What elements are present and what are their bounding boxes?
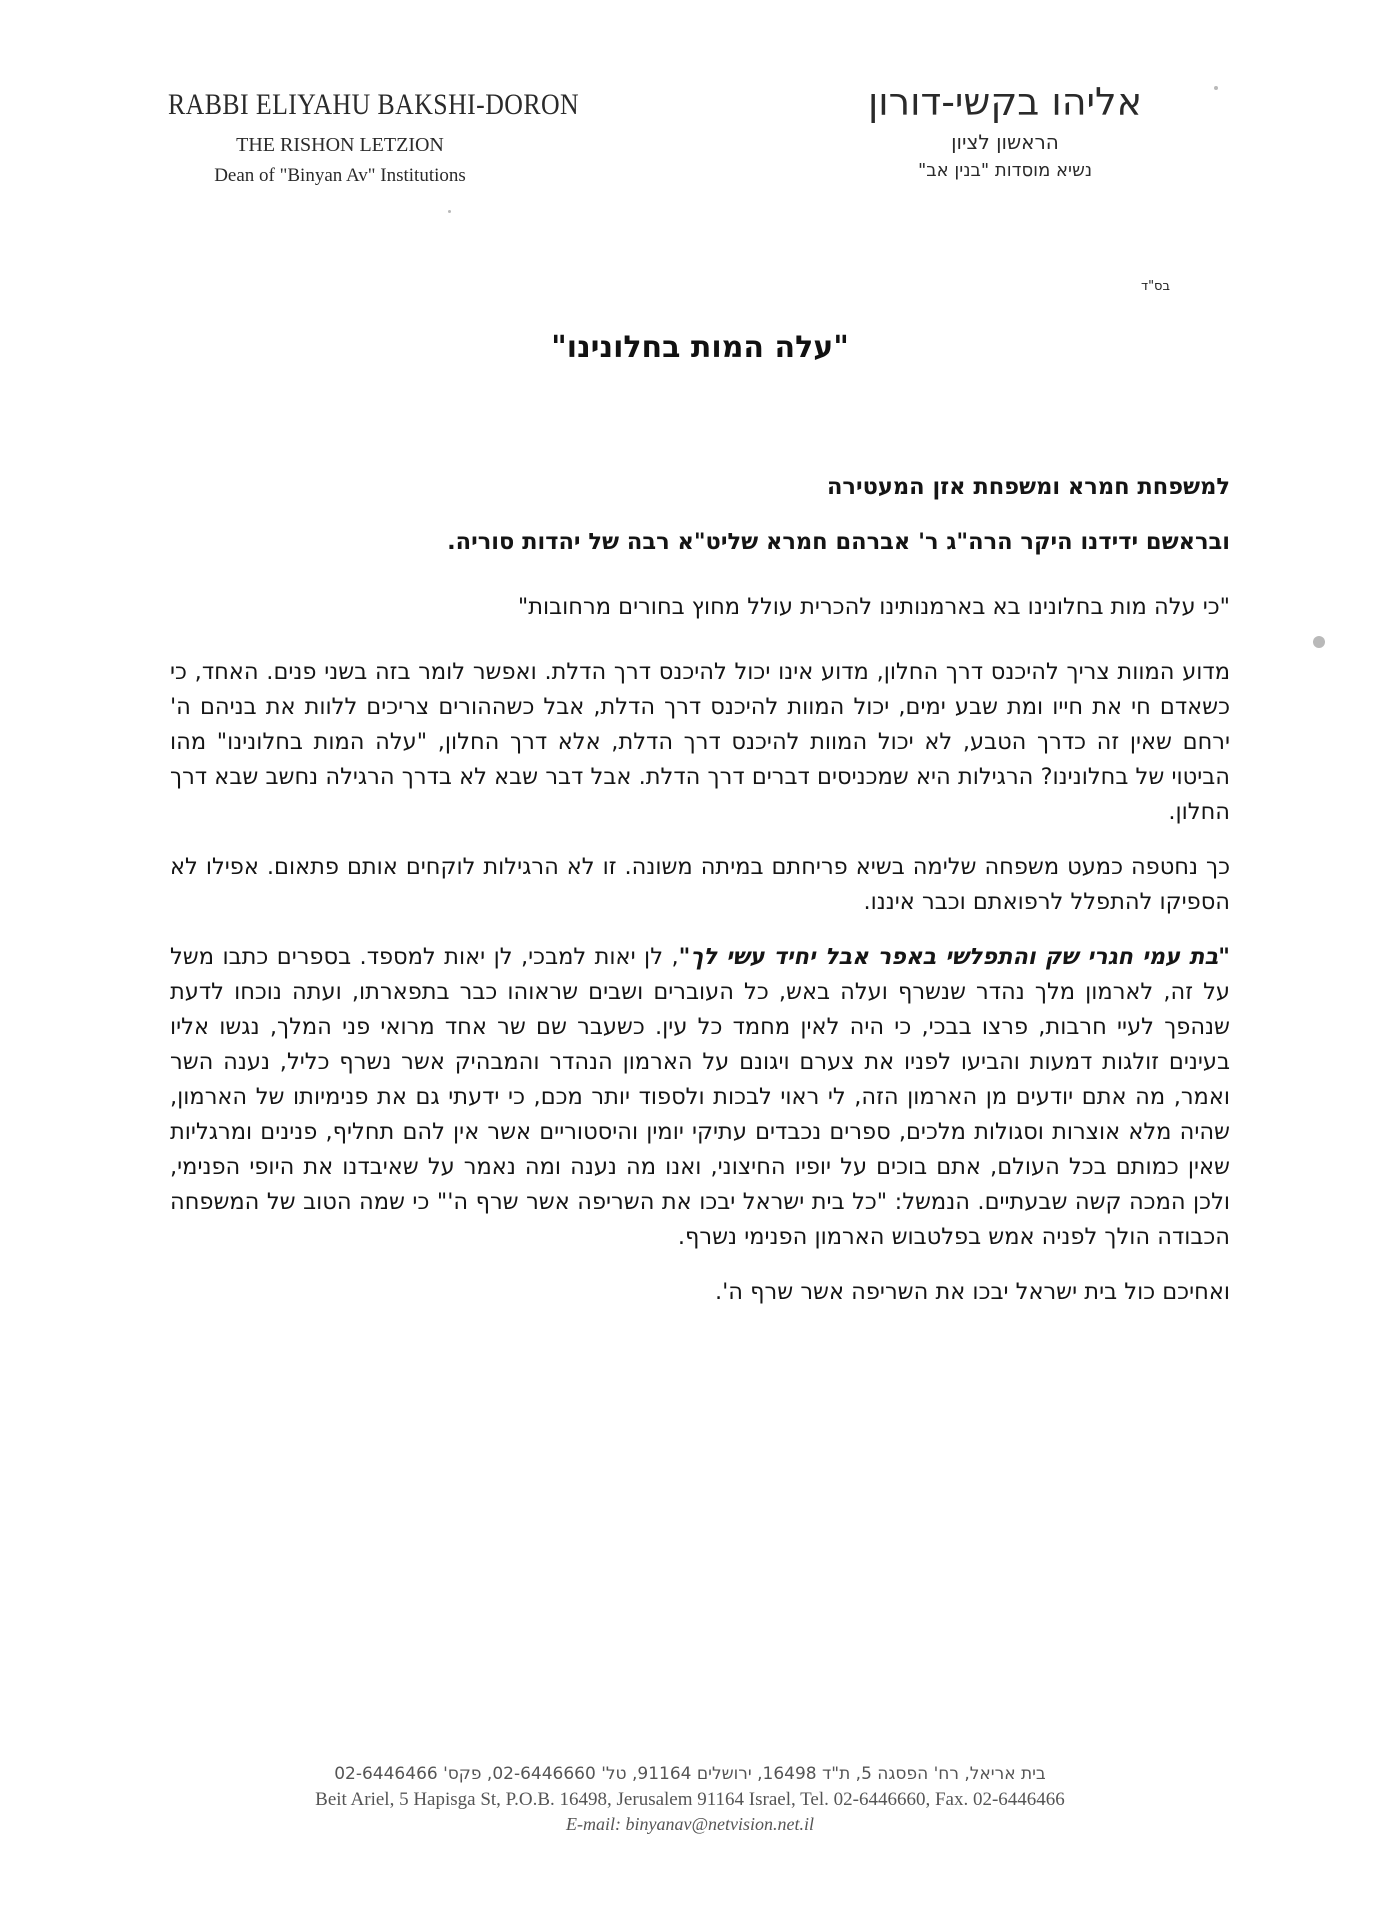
paragraph-parable [170, 940, 1230, 1255]
scan-speck [1313, 636, 1325, 648]
letter-footer [250, 1764, 1130, 1835]
rabbi-dean-hebrew: נשיא מוסדות "בנין אב" [917, 160, 1093, 181]
closing-line: ואחיכם כול בית ישראל יבכו את השריפה אשר שרף ה'. [714, 1279, 1230, 1305]
paragraph-family: כך נחטפה כמעט משפחה שלימה בשיא פריחתם במיתה משונה. זו לא הרגילות לוקחים אותם פתאום. אפילו לא הספיקו להתפלל לרפואתם וכבר איננו. [170, 854, 1230, 915]
footer-address-english: Beit Ariel, 5 Hapisga St, P.O.B. 16498, Jerusalem 91164 Israel, Tel. 02-6446660, Fax. 02-6446466 [315, 1789, 1065, 1810]
verse-quote: "כי עלה מות בחלונינו בא בארמנותינו להכרית עולל מחוץ בחורים מרחובות" [517, 594, 1230, 620]
parable-verse-quote: "בת עמי חגרי שק והתפלשי באפר אבל יחיד עשי לך" [678, 944, 1230, 970]
scan-speck [448, 210, 451, 213]
parable-text: , לן יאות למבכי, לן יאות למספד. בספרים כתבו משל על זה, לארמון מלך נהדר שנשרף ועלה באש, כל העוברים ושבים שראוהו כבר בתפארתו, ועתה נוכחו לדעת שנהפך לעיי חרבות, פרצו בבכי, כי היה לאין מחמד כל עין. כשעבר שם שר אחד מרואי פני המלך, נגשו אליו בעינים זולגות דמעות והביעו לפניו את צערם ויגונם על הארמון הנהדר והמבהיק אשר נשרף כליל, נענה השר ואמר, מה אתם יודעים מן הארמון הזה, לי ראוי לבכות ולספוד יותר מכם, כי ידעתי גם את פנימיותו של הארמון, שהיה מלא אוצרות וסגולות מלכים, ספרים נכבדים עתיקי יומין והיסטוריים אשר אין להם תחליף, פנינים ומרגליות שאין כמותם בכל העולם, אתם בוכים על יופיו החיצוני, ואנו מה נענה ומה נאמר על שאיבדנו את היופי הפנימי, ולכן המכה קשה שבעתיים. הנמשל: "כל בית ישראל יבכו את השריפה אשר שרף ה'" כי שמה הטוב של המשפחה הכבודה הולך לפניה אמש בפלטבוש הארמון הפנימי נשרף. [170, 944, 1230, 1250]
letter-body [170, 470, 1230, 1310]
rabbi-name-hebrew: אליהו בקשי-דורון [867, 80, 1143, 124]
footer-email: E-mail: binyanav@netvision.net.il [565, 1814, 814, 1834]
letterhead-hebrew [840, 80, 1170, 181]
greeting-line-1: למשפחת חמרא ומשפחת אזן המעטירה [826, 474, 1230, 500]
letterhead-english [140, 88, 580, 187]
scan-speck [1214, 86, 1218, 90]
besiyata-dishmaya-mark: בס"ד [1140, 279, 1170, 294]
rabbi-dean-english: Dean of "Binyan Av" Institutions [214, 165, 466, 186]
rabbi-title-hebrew: הראשון לציון [951, 130, 1059, 154]
footer-address-hebrew: בית אריאל, רח' הפסגה 5, ת"ד 16498, ירושלים 91164, טל' 02-6446660, פקס' 02-6446466 [334, 1764, 1046, 1784]
rabbi-name-english: RABBI ELIYAHU BAKSHI-DORON [168, 88, 580, 121]
greeting-line-2: ובראשם ידידנו היקר הרה"ג ר' אברהם חמרא שליט"א רבה של יהדות סוריה. [447, 529, 1230, 555]
rabbi-title-english: THE RISHON LETZION [236, 134, 444, 156]
letter-title: "עלה המות בחלונינו" [551, 330, 849, 365]
paragraph-window: מדוע המוות צריך להיכנס דרך החלון, מדוע אינו יכול להיכנס דרך הדלת. ואפשר לומר בזה בשני פנים. האחד, כי כשאדם חי את חייו ומת שבע ימים, יכול המוות להיכנס דרך הדלת, אבל כשההורים צריכים ללוות את בניהם ה' ירחם שאין זה כדרך הטבע, לא יכול המוות להיכנס דרך הדלת, אלא דרך החלון, "עלה המות בחלונינו" מהו הביטוי של בחלונינו? הרגילות היא שמכניסים דברים דרך הדלת. אבל דבר שבא לא בדרך הרגילה נחשב שבא דרך החלון. [170, 659, 1230, 825]
